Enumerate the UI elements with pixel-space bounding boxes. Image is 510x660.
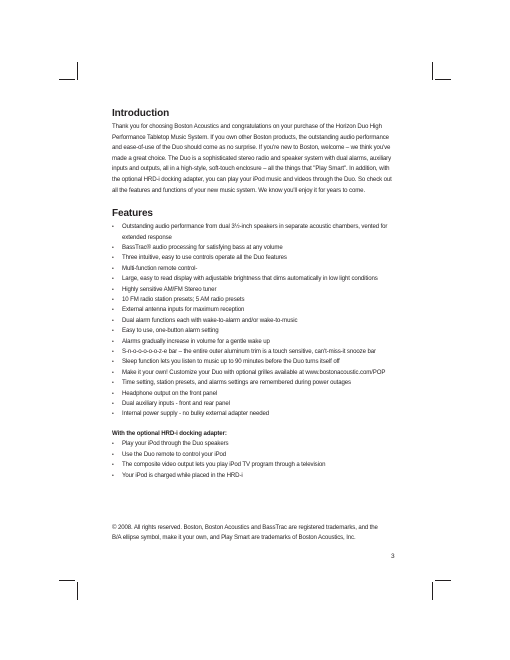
crop-mark-bottom-left-horizontal [59, 580, 75, 581]
list-item: • The composite video output lets you play iPod TV program through a television [112, 460, 398, 470]
list-item: • External antenna inputs for maximum reception [112, 305, 398, 315]
list-item: • Easy to use, one-button alarm setting [112, 326, 398, 336]
list-item: • Multi-function remote control- [112, 264, 398, 274]
list-item: • S-n-o-o-o-o-o-z-e bar – the entire outer aluminum trim is a touch sensitive, can't-miss-it snooze bar [112, 347, 398, 357]
list-item: • Make it your own! Customize your Duo with optional grilles available at www.bostonacoustic.com/POP [112, 368, 398, 378]
copyright-line: B/A ellipse symbol, make it your own, and Play Smart are trademarks of Boston Acoustics, Inc. [112, 534, 356, 542]
docking-adapter-heading: With the optional HRD-i docking adapter: [112, 429, 227, 437]
crop-mark-top-left-horizontal [59, 79, 75, 80]
docking-adapter-list [112, 439, 398, 481]
crop-mark-bottom-right-horizontal [435, 580, 451, 581]
list-item: • Large, easy to read display with adjustable brightness that dims automatically in low light conditions [112, 274, 398, 284]
crop-mark-top-right-horizontal [435, 79, 451, 80]
page-number: 3 [391, 553, 395, 560]
list-item: • Dual alarm functions each with wake-to-alarm and/or wake-to-music [112, 316, 398, 326]
introduction-heading: Introduction [112, 108, 170, 119]
list-item: • Highly sensitive AM/FM Stereo tuner [112, 285, 398, 295]
features-list [112, 222, 398, 420]
list-item: • Use the Duo remote to control your iPod [112, 450, 398, 460]
list-item: • Internal power supply - no bulky external adapter needed [112, 409, 398, 419]
copyright-line: © 2008. All rights reserved. Boston, Boston Acoustics and BassTrac are registered trademarks, and the [112, 524, 378, 531]
crop-mark-bottom-left-vertical [77, 582, 78, 600]
list-item: • BassTrac® audio processing for satisfying bass at any volume [112, 243, 398, 253]
features-heading: Features [112, 208, 153, 220]
crop-mark-top-right-vertical [432, 62, 433, 80]
introduction-paragraph: Thank you for choosing Boston Acoustics and congratulations on your purchase of the Horizon Duo High Performance Tabletop Music System. If you own other Boston products, the outstanding audio performance and ease-of-use of the Duo should come as no surprise. If you're new to Boston, welcome – we think you've made a great choice. The Duo is a sophisticated stereo radio and speaker system with dual alarms, auxiliary inputs and outputs, all in a high-style, soft-touch enclosure – all the things that "Play Smart". In addition, with the optional HRD-i docking adapter, you can play your iPod music and videos through the Duo. So check out all the features and functions of your new music system. We know you'll enjoy it for years to come. [112, 123, 392, 194]
list-item: • Headphone output on the front panel [112, 389, 398, 399]
crop-mark-top-left-vertical [77, 62, 78, 80]
list-item: • Three intuitive, easy to use controls operate all the Duo features [112, 253, 398, 263]
list-item: • Dual auxiliary inputs - front and rear panel [112, 399, 398, 409]
document-body [112, 108, 398, 481]
list-item: • Alarms gradually increase in volume for a gentle wake up [112, 337, 398, 347]
copyright-notice [112, 523, 412, 544]
list-item: • Sleep function lets you listen to music up to 90 minutes before the Duo turns itself off [112, 357, 398, 367]
list-item: • 10 FM radio station presets; 5 AM radio presets [112, 295, 398, 305]
list-item: • Your iPod is charged while placed in the HRD-i [112, 471, 398, 481]
crop-mark-bottom-right-vertical [432, 582, 433, 600]
list-item: • Time setting, station presets, and alarms settings are remembered during power outages [112, 378, 398, 388]
list-item: • Outstanding audio performance from dual 3½-inch speakers in separate acoustic chambers, vented for extended response [112, 222, 398, 243]
list-item: • Play your iPod through the Duo speakers [112, 439, 398, 449]
